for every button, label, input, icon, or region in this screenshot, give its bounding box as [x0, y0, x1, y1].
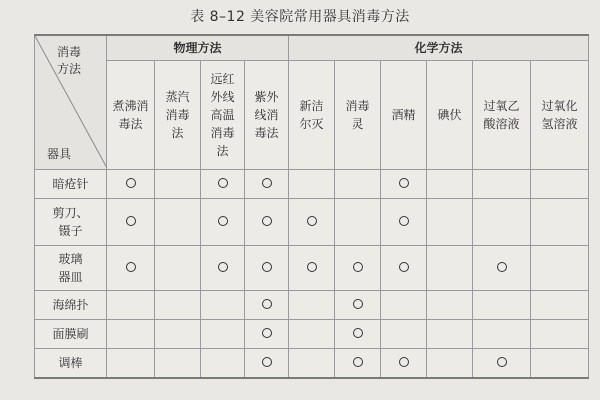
method-cell: [289, 349, 335, 379]
table-row: [35, 291, 589, 320]
method-cell: [155, 349, 201, 379]
method-header-physical-0: 煮沸消 毒法: [107, 61, 155, 170]
corner-header-cell: [35, 35, 107, 170]
equipment-label: 玻璃 器皿: [35, 246, 107, 291]
applicable-circle-icon: [218, 178, 228, 188]
method-cell: [155, 199, 201, 246]
method-cell: [289, 199, 335, 246]
method-cell: [107, 291, 155, 320]
method-cell: [335, 291, 381, 320]
applicable-circle-icon: [262, 178, 272, 188]
method-cell: [201, 170, 245, 199]
method-cell: [381, 246, 427, 291]
applicable-circle-icon: [399, 216, 409, 226]
method-cell: [107, 246, 155, 291]
applicable-circle-icon: [399, 178, 409, 188]
corner-method-label: 消毒 方法: [57, 45, 82, 76]
method-cell: [473, 320, 531, 349]
method-cell: [289, 170, 335, 199]
method-cell: [531, 349, 589, 379]
table-row: [35, 320, 589, 349]
method-cell: [427, 199, 473, 246]
equipment-label: 海绵扑: [35, 291, 107, 320]
method-cell: [155, 246, 201, 291]
method-cell: [245, 291, 289, 320]
method-cell: [245, 246, 289, 291]
equipment-label: 暗疮针: [35, 170, 107, 199]
method-cell: [107, 199, 155, 246]
method-cell: [531, 320, 589, 349]
method-cell: [473, 170, 531, 199]
method-cell: [201, 349, 245, 379]
method-cell: [155, 320, 201, 349]
method-cell: [201, 320, 245, 349]
method-header-chemical-5: 过氧化 氢溶液: [531, 61, 589, 170]
method-cell: [245, 320, 289, 349]
method-cell: [381, 199, 427, 246]
equipment-label: 剪刀、 镊子: [35, 199, 107, 246]
method-cell: [201, 199, 245, 246]
method-cell: [107, 349, 155, 379]
applicable-circle-icon: [262, 216, 272, 226]
table-row: [35, 349, 589, 379]
method-cell: [473, 246, 531, 291]
method-cell: [531, 199, 589, 246]
group-header-physical: 物理方法: [107, 35, 289, 61]
applicable-circle-icon: [497, 357, 507, 367]
method-cell: [531, 246, 589, 291]
method-cell: [107, 170, 155, 199]
method-cell: [289, 246, 335, 291]
table-row: [35, 170, 589, 199]
method-cell: [335, 170, 381, 199]
method-cell: [335, 246, 381, 291]
method-header-chemical-4: 过氧乙 酸溶液: [473, 61, 531, 170]
equipment-label: 面膜刷: [35, 320, 107, 349]
applicable-circle-icon: [262, 357, 272, 367]
method-cell: [531, 291, 589, 320]
method-cell: [245, 199, 289, 246]
method-cell: [381, 170, 427, 199]
method-cell: [381, 349, 427, 379]
corner-equipment-label: 器具: [47, 147, 72, 161]
method-cell: [381, 291, 427, 320]
applicable-circle-icon: [218, 216, 228, 226]
method-cell: [155, 170, 201, 199]
method-header-chemical-3: 碘伏: [427, 61, 473, 170]
method-header-chemical-0: 新洁 尔灭: [289, 61, 335, 170]
method-cell: [427, 246, 473, 291]
applicable-circle-icon: [126, 262, 136, 272]
method-cell: [107, 320, 155, 349]
method-cell: [473, 349, 531, 379]
method-cell: [335, 199, 381, 246]
method-cell: [473, 199, 531, 246]
method-header-chemical-2: 酒精: [381, 61, 427, 170]
applicable-circle-icon: [262, 262, 272, 272]
table-caption: 表 8–12 美容院常用器具消毒方法: [190, 9, 410, 25]
applicable-circle-icon: [126, 216, 136, 226]
method-cell: [381, 320, 427, 349]
applicable-circle-icon: [262, 299, 272, 309]
method-cell: [289, 320, 335, 349]
method-cell: [155, 291, 201, 320]
method-header-physical-1: 蒸汽 消毒 法: [155, 61, 201, 170]
table-row: [35, 246, 589, 291]
method-cell: [201, 291, 245, 320]
disinfection-methods-table: [34, 34, 589, 379]
applicable-circle-icon: [399, 262, 409, 272]
method-cell: [245, 349, 289, 379]
applicable-circle-icon: [126, 178, 136, 188]
method-cell: [427, 170, 473, 199]
method-cell: [335, 320, 381, 349]
method-header-physical-3: 紫外 线消 毒法: [245, 61, 289, 170]
equipment-label: 调棒: [35, 349, 107, 379]
applicable-circle-icon: [218, 262, 228, 272]
method-cell: [335, 349, 381, 379]
applicable-circle-icon: [353, 299, 363, 309]
applicable-circle-icon: [262, 328, 272, 338]
applicable-circle-icon: [307, 216, 317, 226]
method-cell: [201, 246, 245, 291]
table-row: [35, 199, 589, 246]
method-cell: [427, 320, 473, 349]
applicable-circle-icon: [353, 328, 363, 338]
method-header-chemical-1: 消毒 灵: [335, 61, 381, 170]
group-header-chemical: 化学方法: [289, 35, 589, 61]
method-cell: [531, 170, 589, 199]
applicable-circle-icon: [353, 262, 363, 272]
applicable-circle-icon: [353, 357, 363, 367]
applicable-circle-icon: [399, 357, 409, 367]
disinfection-table-container: [34, 34, 589, 379]
method-header-physical-2: 远红 外线 高温 消毒 法: [201, 61, 245, 170]
applicable-circle-icon: [497, 262, 507, 272]
method-cell: [427, 349, 473, 379]
applicable-circle-icon: [307, 262, 317, 272]
method-cell: [289, 291, 335, 320]
method-cell: [473, 291, 531, 320]
method-cell: [245, 170, 289, 199]
method-cell: [427, 291, 473, 320]
